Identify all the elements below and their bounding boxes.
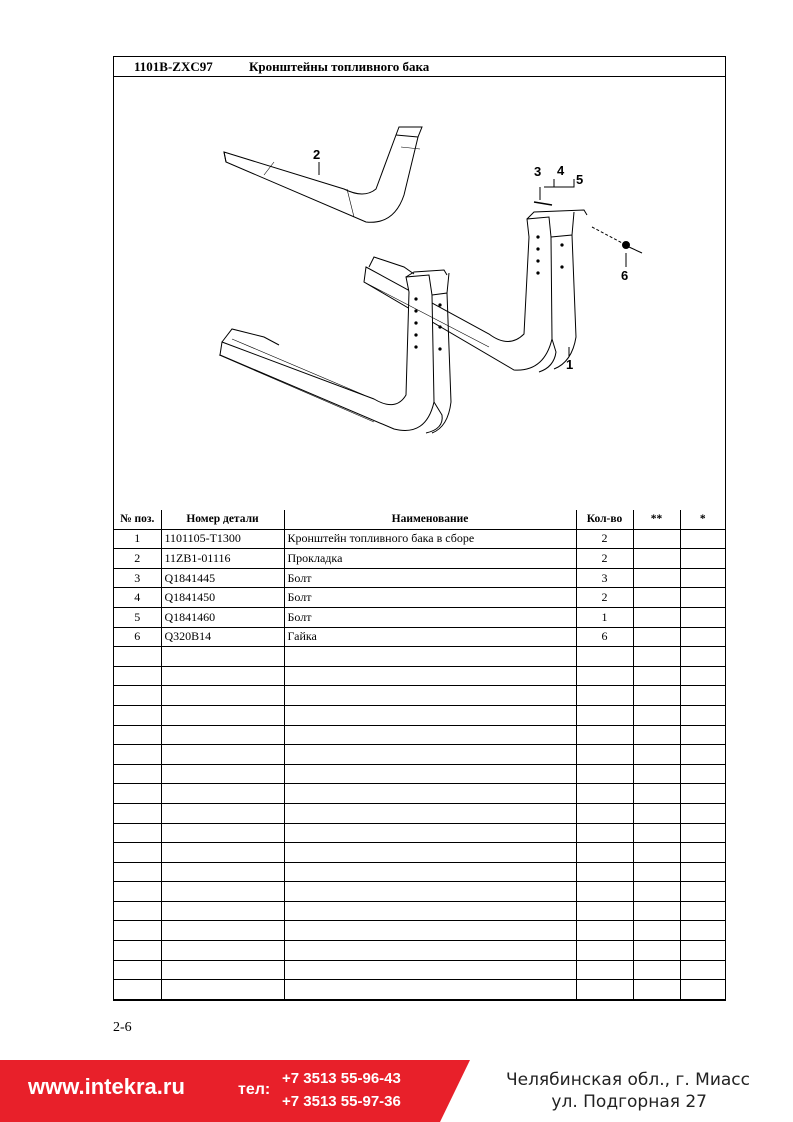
cell-empty xyxy=(633,882,680,902)
cell-pos: 2 xyxy=(114,549,161,569)
cell-empty xyxy=(161,823,284,843)
cell-empty xyxy=(161,941,284,961)
cell-empty xyxy=(680,980,725,1000)
table-row-empty xyxy=(114,745,725,765)
cell-empty xyxy=(576,764,633,784)
table-row xyxy=(114,568,725,588)
cell-x1 xyxy=(680,627,725,647)
col-qty: Кол-во xyxy=(576,510,633,529)
cell-empty xyxy=(114,764,161,784)
cell-empty xyxy=(161,862,284,882)
col-name: Наименование xyxy=(284,510,576,529)
cell-empty xyxy=(114,745,161,765)
table-row-empty xyxy=(114,843,725,863)
cell-empty xyxy=(161,647,284,667)
address-line-2: ул. Подгорная 27 xyxy=(551,1092,707,1112)
cell-empty xyxy=(633,764,680,784)
cell-part: Q1841450 xyxy=(161,588,284,608)
cell-empty xyxy=(284,960,576,980)
cell-empty xyxy=(633,843,680,863)
cell-empty xyxy=(284,901,576,921)
phone-2[interactable]: +7 3513 55-97-36 xyxy=(282,1093,401,1110)
cell-empty xyxy=(576,705,633,725)
cell-empty xyxy=(680,666,725,686)
cell-empty xyxy=(284,882,576,902)
cell-empty xyxy=(680,745,725,765)
cell-empty xyxy=(114,686,161,706)
cell-name: Прокладка xyxy=(284,549,576,569)
cell-empty xyxy=(680,882,725,902)
cell-x1 xyxy=(680,607,725,627)
table-row-empty xyxy=(114,686,725,706)
cell-x2 xyxy=(633,568,680,588)
cell-name: Болт xyxy=(284,568,576,588)
cell-empty xyxy=(114,882,161,902)
callout-1: 1 xyxy=(566,357,574,372)
cell-x1 xyxy=(680,529,725,549)
cell-empty xyxy=(576,843,633,863)
cell-empty xyxy=(680,941,725,961)
cell-empty xyxy=(114,980,161,1000)
cell-empty xyxy=(680,784,725,804)
cell-empty xyxy=(161,666,284,686)
address-line-1: Челябинская обл., г. Миасс xyxy=(505,1070,750,1090)
cell-empty xyxy=(576,921,633,941)
cell-empty xyxy=(284,666,576,686)
cell-empty xyxy=(114,666,161,686)
cell-empty xyxy=(114,941,161,961)
website-link[interactable]: www.intekra.ru xyxy=(28,1074,185,1099)
cell-empty xyxy=(633,686,680,706)
table-header-row xyxy=(114,510,725,529)
cell-empty xyxy=(633,784,680,804)
table-row-empty xyxy=(114,647,725,667)
table-row-empty xyxy=(114,882,725,902)
cell-part: 1101105-T1300 xyxy=(161,529,284,549)
cell-empty xyxy=(161,705,284,725)
table-row-empty xyxy=(114,823,725,843)
cell-x1 xyxy=(680,549,725,569)
cell-empty xyxy=(284,803,576,823)
cell-empty xyxy=(633,901,680,921)
table-row xyxy=(114,588,725,608)
cell-empty xyxy=(576,725,633,745)
cell-empty xyxy=(114,803,161,823)
cell-x2 xyxy=(633,607,680,627)
cell-empty xyxy=(633,960,680,980)
phone-1[interactable]: +7 3513 55-96-43 xyxy=(282,1070,401,1087)
table-row xyxy=(114,549,725,569)
parts-table xyxy=(114,510,725,1000)
cell-empty xyxy=(284,745,576,765)
cell-empty xyxy=(114,862,161,882)
cell-part: Q320B14 xyxy=(161,627,284,647)
cell-empty xyxy=(633,980,680,1000)
cell-empty xyxy=(161,921,284,941)
col-double-star: ** xyxy=(633,510,680,529)
cell-empty xyxy=(284,823,576,843)
cell-empty xyxy=(576,647,633,667)
cell-empty xyxy=(633,647,680,667)
cell-empty xyxy=(284,843,576,863)
cell-empty xyxy=(633,725,680,745)
cell-empty xyxy=(680,725,725,745)
table-row-empty xyxy=(114,764,725,784)
cell-empty xyxy=(576,686,633,706)
cell-empty xyxy=(576,803,633,823)
col-pos: № поз. xyxy=(114,510,161,529)
cell-empty xyxy=(284,784,576,804)
cell-empty xyxy=(284,764,576,784)
cell-empty xyxy=(114,823,161,843)
cell-pos: 6 xyxy=(114,627,161,647)
cell-qty: 2 xyxy=(576,549,633,569)
cell-empty xyxy=(161,725,284,745)
cell-empty xyxy=(633,745,680,765)
table-row-empty xyxy=(114,960,725,980)
cell-qty: 3 xyxy=(576,568,633,588)
sheet-title-bar xyxy=(114,57,725,77)
table-row-empty xyxy=(114,862,725,882)
footer xyxy=(0,1056,793,1122)
parts-sheet xyxy=(113,56,726,1001)
cell-empty xyxy=(284,647,576,667)
cell-empty xyxy=(114,901,161,921)
cell-part: 11ZB1-01116 xyxy=(161,549,284,569)
callout-4: 4 xyxy=(557,163,565,178)
cell-name: Болт xyxy=(284,607,576,627)
cell-pos: 4 xyxy=(114,588,161,608)
table-row-empty xyxy=(114,941,725,961)
cell-empty xyxy=(576,882,633,902)
cell-empty xyxy=(576,745,633,765)
cell-empty xyxy=(680,823,725,843)
cell-empty xyxy=(114,843,161,863)
cell-empty xyxy=(114,784,161,804)
tel-label: тел: xyxy=(238,1081,271,1098)
table-row-empty xyxy=(114,784,725,804)
table-row-empty xyxy=(114,705,725,725)
cell-empty xyxy=(284,941,576,961)
cell-empty xyxy=(576,901,633,921)
cell-empty xyxy=(576,941,633,961)
cell-qty: 1 xyxy=(576,607,633,627)
cell-empty xyxy=(284,921,576,941)
cell-x1 xyxy=(680,588,725,608)
cell-empty xyxy=(680,901,725,921)
cell-empty xyxy=(576,980,633,1000)
cell-empty xyxy=(576,784,633,804)
callout-2: 2 xyxy=(313,147,321,162)
cell-empty xyxy=(633,862,680,882)
cell-empty xyxy=(114,647,161,667)
cell-name: Болт xyxy=(284,588,576,608)
table-row-empty xyxy=(114,980,725,1000)
table-row xyxy=(114,529,725,549)
col-star: * xyxy=(680,510,725,529)
assembly-title: Кронштейны топливного бака xyxy=(249,59,430,74)
cell-empty xyxy=(680,803,725,823)
cell-empty xyxy=(284,980,576,1000)
cell-part: Q1841460 xyxy=(161,607,284,627)
assembly-code: 1101B-ZXC97 xyxy=(134,59,213,74)
cell-empty xyxy=(633,705,680,725)
table-row-empty xyxy=(114,725,725,745)
cell-pos: 3 xyxy=(114,568,161,588)
exploded-drawing xyxy=(114,77,725,510)
callout-5: 5 xyxy=(576,172,584,187)
table-row-empty xyxy=(114,921,725,941)
cell-pos: 1 xyxy=(114,529,161,549)
callout-3: 3 xyxy=(534,164,542,179)
cell-empty xyxy=(680,960,725,980)
cell-empty xyxy=(633,823,680,843)
cell-qty: 2 xyxy=(576,529,633,549)
cell-empty xyxy=(161,803,284,823)
cell-name: Кронштейн топливного бака в сборе xyxy=(284,529,576,549)
cell-empty xyxy=(284,862,576,882)
cell-empty xyxy=(161,882,284,902)
cell-x2 xyxy=(633,549,680,569)
cell-empty xyxy=(284,705,576,725)
cell-empty xyxy=(633,941,680,961)
cell-empty xyxy=(114,705,161,725)
table-row-empty xyxy=(114,803,725,823)
cell-empty xyxy=(576,823,633,843)
cell-empty xyxy=(680,686,725,706)
cell-x2 xyxy=(633,627,680,647)
cell-empty xyxy=(161,901,284,921)
table-row-empty xyxy=(114,666,725,686)
table-row xyxy=(114,627,725,647)
table-row-empty xyxy=(114,901,725,921)
cell-empty xyxy=(284,725,576,745)
cell-empty xyxy=(680,705,725,725)
cell-empty xyxy=(633,666,680,686)
cell-empty xyxy=(284,686,576,706)
cell-empty xyxy=(633,921,680,941)
cell-empty xyxy=(114,960,161,980)
cell-empty xyxy=(633,803,680,823)
cell-empty xyxy=(114,725,161,745)
cell-empty xyxy=(576,666,633,686)
cell-empty xyxy=(161,843,284,863)
page-number: 2-6 xyxy=(113,1020,132,1035)
cell-part: Q1841445 xyxy=(161,568,284,588)
cell-empty xyxy=(680,764,725,784)
cell-empty xyxy=(680,647,725,667)
cell-x1 xyxy=(680,568,725,588)
cell-empty xyxy=(161,745,284,765)
cell-empty xyxy=(114,921,161,941)
table-row xyxy=(114,607,725,627)
cell-qty: 6 xyxy=(576,627,633,647)
cell-pos: 5 xyxy=(114,607,161,627)
cell-qty: 2 xyxy=(576,588,633,608)
cell-empty xyxy=(576,960,633,980)
cell-empty xyxy=(680,921,725,941)
cell-empty xyxy=(161,960,284,980)
cell-empty xyxy=(680,862,725,882)
cell-x2 xyxy=(633,588,680,608)
cell-empty xyxy=(576,862,633,882)
col-part-number: Номер детали xyxy=(161,510,284,529)
cell-empty xyxy=(161,980,284,1000)
cell-empty xyxy=(161,764,284,784)
callout-6: 6 xyxy=(621,268,629,283)
cell-empty xyxy=(161,784,284,804)
cell-x2 xyxy=(633,529,680,549)
cell-empty xyxy=(680,843,725,863)
cell-empty xyxy=(161,686,284,706)
cell-name: Гайка xyxy=(284,627,576,647)
